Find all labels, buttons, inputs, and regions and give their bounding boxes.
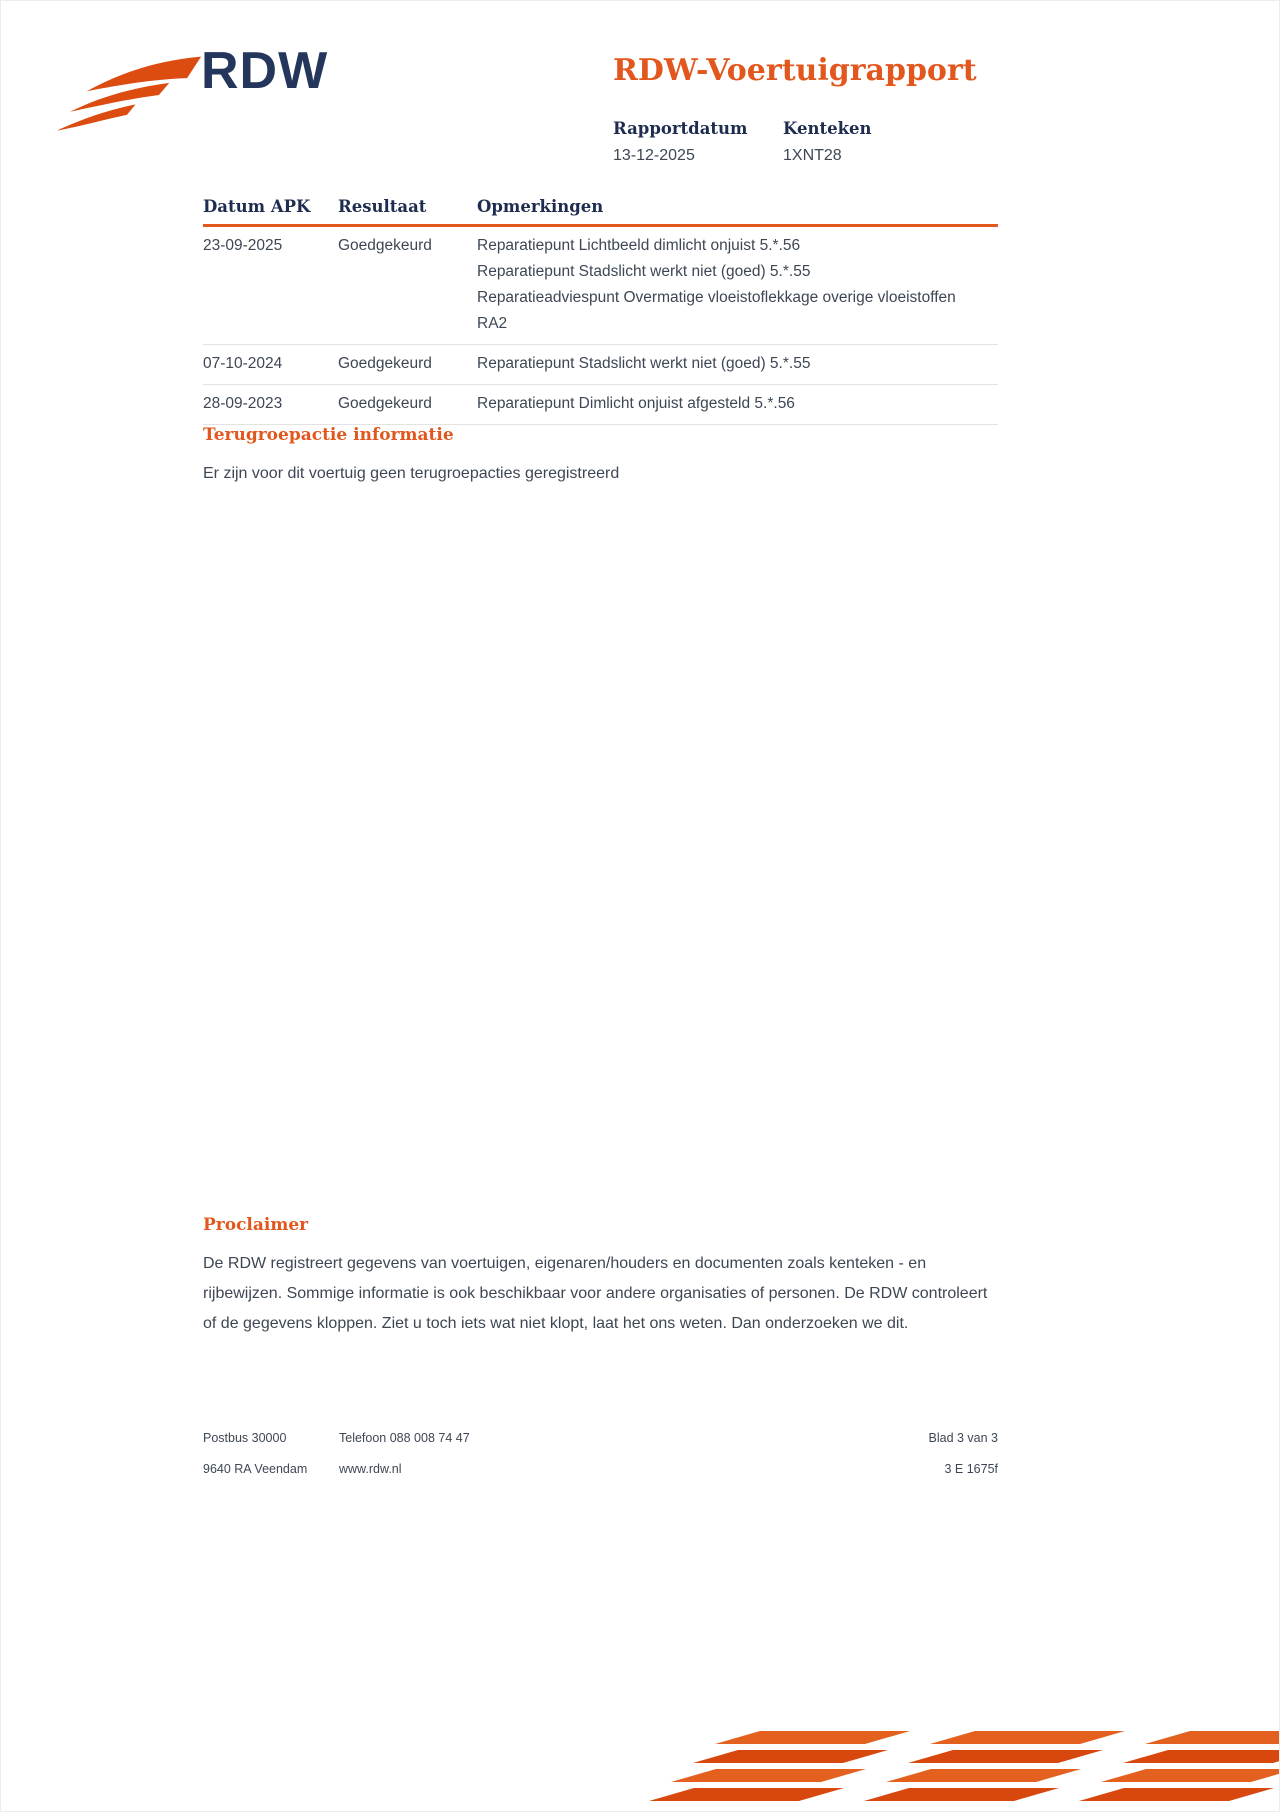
diagonal-stripes-icon xyxy=(649,1731,1279,1811)
apk-history-table xyxy=(203,197,998,425)
recall-section-body: Er zijn voor dit voertuig geen terugroepacties geregistreerd xyxy=(203,465,620,482)
apk-date-cell: 23-09-2025 xyxy=(203,237,283,254)
apk-header-remarks: Opmerkingen xyxy=(477,197,604,216)
footer-postbus: Postbus 30000 xyxy=(203,1431,287,1445)
remark-line: Reparatiepunt Stadslicht werkt niet (goed) 5.*.55 xyxy=(477,355,811,372)
license-plate-block xyxy=(783,119,872,165)
footer-phone: Telefoon 088 008 74 47 xyxy=(339,1431,470,1445)
rdw-logo-text: RDW xyxy=(201,42,329,100)
remark-line: Reparatiepunt Dimlicht onjuist afgesteld 5.*.56 xyxy=(477,395,795,412)
apk-result-cell: Goedgekeurd xyxy=(338,237,432,254)
apk-remarks-cell xyxy=(477,391,998,417)
footer-page-indicator: Blad 3 van 3 xyxy=(928,1431,998,1445)
proclaimer-section-body: De RDW registreert gegevens van voertuigen, eigenaren/houders en documenten zoals kenteken - en rijbewijzen. Sommige informatie is ook beschikbaar voor andere organisaties of personen. De RDW controleert of de gegevens kloppen. Ziet u toch iets wat niet klopt, laat het ons weten. Dan onderzoeken we dit. xyxy=(203,1255,988,1332)
footer-city: 9640 RA Veendam xyxy=(203,1462,308,1476)
apk-table-header-row xyxy=(203,197,998,227)
footer-contact-block xyxy=(339,1431,868,1493)
report-date-value: 13-12-2025 xyxy=(613,147,695,164)
proclaimer-section xyxy=(203,1215,995,1339)
footer-page-block xyxy=(868,1431,998,1493)
report-title: RDW-Voertuigrapport xyxy=(613,53,977,88)
apk-remarks-cell xyxy=(477,233,998,337)
footer-form-code: 3 E 1675f xyxy=(944,1462,998,1476)
page-footer xyxy=(203,1431,998,1493)
remark-line: Reparatieadviespunt Overmatige vloeistoflekkage overige vloeistoffen RA2 xyxy=(477,289,956,332)
table-row xyxy=(203,345,998,385)
rdw-wing-icon xyxy=(53,47,203,143)
apk-header-date: Datum APK xyxy=(203,197,311,216)
apk-date-cell: 07-10-2024 xyxy=(203,355,283,372)
recall-section-heading: Terugroepactie informatie xyxy=(203,425,454,445)
footer-address-block xyxy=(203,1431,339,1493)
remark-line: Reparatiepunt Lichtbeeld dimlicht onjuist 5.*.56 xyxy=(477,237,801,254)
apk-header-result: Resultaat xyxy=(338,197,427,216)
table-row xyxy=(203,385,998,425)
proclaimer-section-heading: Proclaimer xyxy=(203,1215,309,1235)
remark-line: Reparatiepunt Stadslicht werkt niet (goed) 5.*.55 xyxy=(477,263,811,280)
apk-remarks-cell xyxy=(477,351,998,377)
report-meta xyxy=(613,119,872,165)
table-row xyxy=(203,227,998,345)
apk-date-cell: 28-09-2023 xyxy=(203,395,283,412)
apk-result-cell: Goedgekeurd xyxy=(338,395,432,412)
recall-section xyxy=(203,425,995,489)
apk-result-cell: Goedgekeurd xyxy=(338,355,432,372)
footer-website: www.rdw.nl xyxy=(339,1462,402,1476)
report-date-block xyxy=(613,119,783,165)
license-plate-label: Kenteken xyxy=(783,119,872,138)
license-plate-value: 1XNT28 xyxy=(783,147,842,164)
report-date-label: Rapportdatum xyxy=(613,119,748,138)
